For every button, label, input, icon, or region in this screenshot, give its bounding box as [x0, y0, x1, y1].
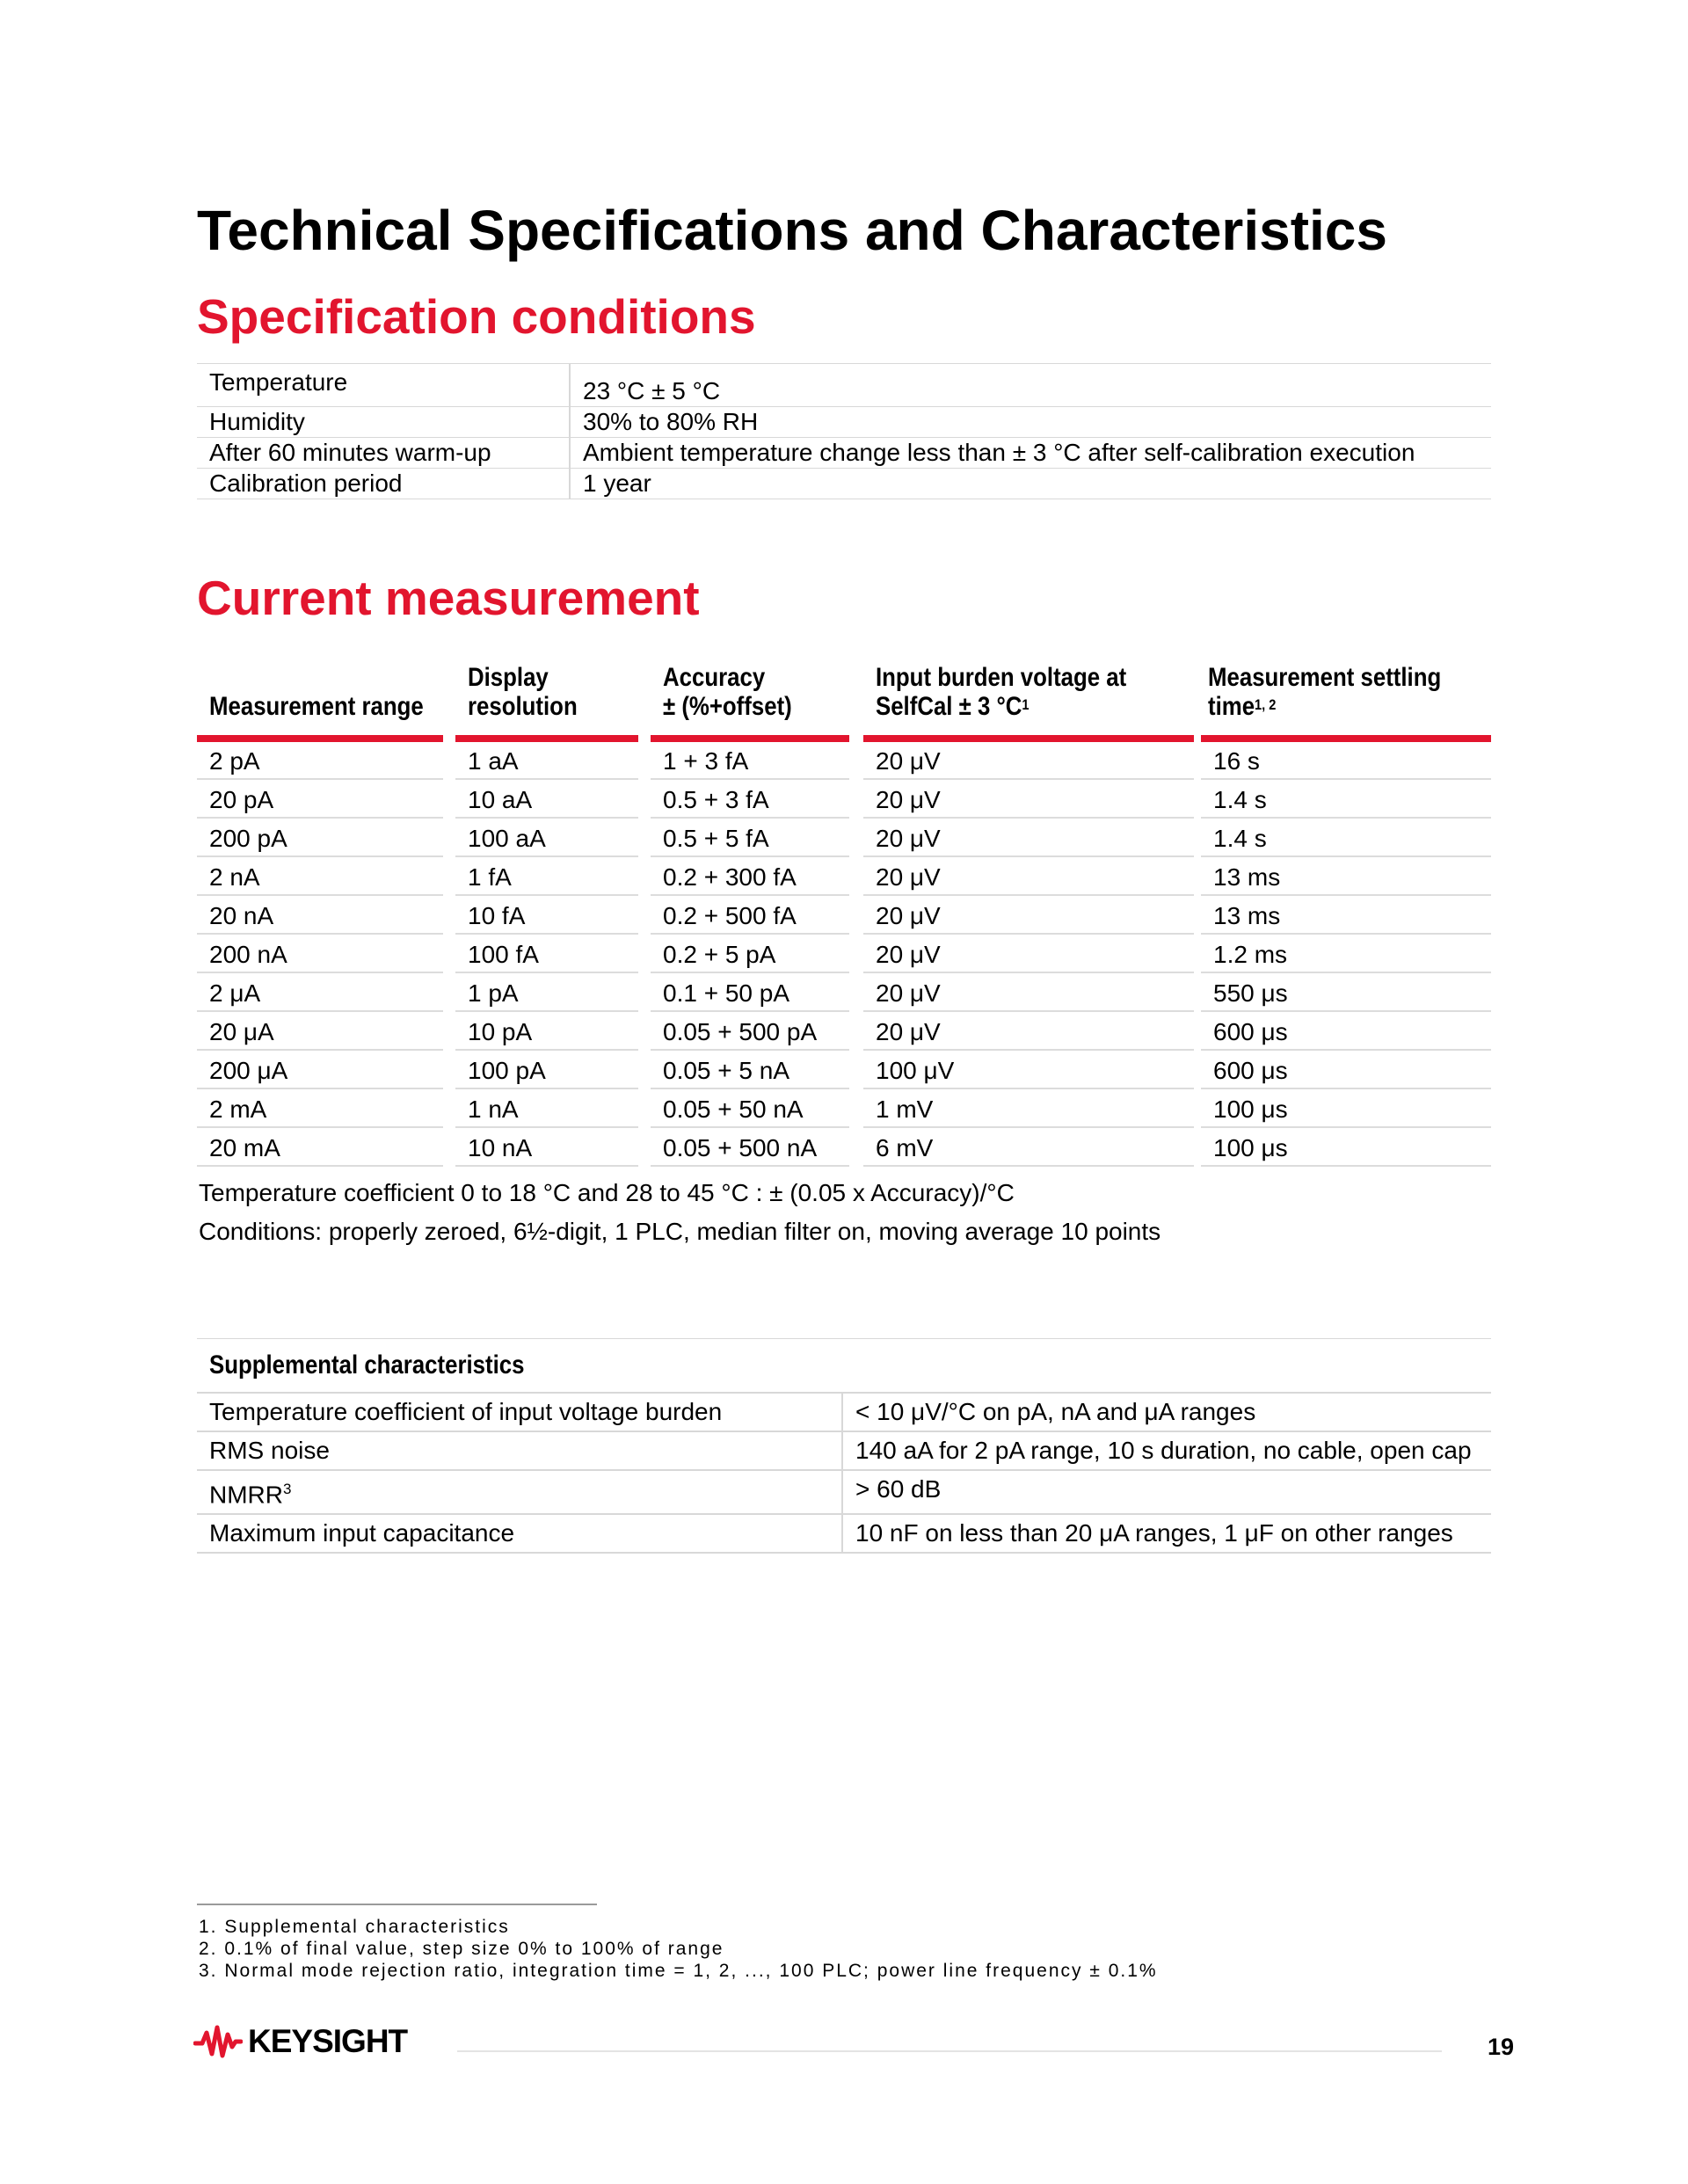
- settling-time-cell: 550 μs: [1201, 974, 1491, 1012]
- range-cell: 200 pA: [197, 819, 443, 857]
- supplemental-table: [197, 1338, 1491, 1554]
- range-cell: 200 nA: [197, 935, 443, 973]
- header-underline: [1201, 735, 1491, 742]
- spec-label: Temperature: [197, 364, 570, 407]
- spec-conditions-table: [197, 363, 1491, 499]
- burden-voltage-cell: 20 μV: [863, 897, 1194, 935]
- table-row: [197, 469, 1491, 499]
- spec-value: 23 °C ± 5 °C: [570, 364, 1491, 407]
- supp-value: > 60 dB: [842, 1470, 1491, 1514]
- table-row: [197, 858, 1491, 897]
- range-cell: 20 nA: [197, 897, 443, 935]
- table-row: [197, 1052, 1491, 1090]
- footnotes: [199, 1916, 1158, 1982]
- burden-voltage-cell: 20 μV: [863, 858, 1194, 896]
- spec-value: 1 year: [570, 469, 1491, 499]
- burden-voltage-cell: 20 μV: [863, 781, 1194, 819]
- accuracy-cell: 0.5 + 3 fA: [651, 781, 849, 819]
- table-row: [197, 974, 1491, 1013]
- footnote: 3. Normal mode rejection ratio, integration time = 1, 2, ..., 100 PLC; power line frequency ± 0.1%: [199, 1961, 1158, 1981]
- resolution-cell: 1 aA: [455, 742, 638, 780]
- resolution-cell: 1 pA: [455, 974, 638, 1012]
- burden-voltage-cell: 6 mV: [863, 1129, 1194, 1167]
- range-cell: 200 μA: [197, 1052, 443, 1089]
- supp-label: RMS noise: [197, 1431, 842, 1470]
- settling-time-cell: 1.4 s: [1201, 819, 1491, 857]
- waveform-icon: [193, 2024, 243, 2059]
- supp-label: Temperature coefficient of input voltage burden: [197, 1393, 842, 1431]
- range-cell: 20 mA: [197, 1129, 443, 1167]
- range-cell: 2 nA: [197, 858, 443, 896]
- resolution-cell: 10 pA: [455, 1013, 638, 1051]
- burden-voltage-cell: 100 μV: [863, 1052, 1194, 1089]
- conditions-note: Conditions: properly zeroed, 6½-digit, 1 PLC, median filter on, moving average 10 points: [199, 1218, 1161, 1245]
- temperature-coefficient-note: Temperature coefficient 0 to 18 °C and 28 to 45 °C : ± (0.05 x Accuracy)/°C: [199, 1179, 1015, 1206]
- supp-label: Maximum input capacitance: [197, 1514, 842, 1553]
- settling-time-cell: 1.4 s: [1201, 781, 1491, 819]
- footer-divider: [457, 2050, 1442, 2052]
- page-title: Technical Specifications and Characteristics: [197, 199, 1387, 262]
- table-row: [197, 935, 1491, 974]
- table-row: [197, 781, 1491, 819]
- settling-time-cell: 600 μs: [1201, 1013, 1491, 1051]
- burden-voltage-cell: 20 μV: [863, 935, 1194, 973]
- accuracy-cell: 0.05 + 50 nA: [651, 1090, 849, 1128]
- burden-voltage-cell: 20 μV: [863, 1013, 1194, 1051]
- header-underline: [197, 735, 443, 742]
- settling-time-cell: 16 s: [1201, 742, 1491, 780]
- spec-value: Ambient temperature change less than ± 3 °C after self-calibration execution: [570, 438, 1491, 469]
- range-cell: 20 μA: [197, 1013, 443, 1051]
- accuracy-cell: 0.2 + 300 fA: [651, 858, 849, 896]
- resolution-cell: 10 aA: [455, 781, 638, 819]
- table-row: [197, 742, 1491, 781]
- burden-voltage-cell: 20 μV: [863, 819, 1194, 857]
- resolution-cell: 10 nA: [455, 1129, 638, 1167]
- burden-voltage-cell: 20 μV: [863, 742, 1194, 780]
- settling-time-cell: 13 ms: [1201, 858, 1491, 896]
- supp-value: < 10 μV/°C on pA, nA and μA ranges: [842, 1393, 1491, 1431]
- table-row: [197, 1129, 1491, 1168]
- spec-label: After 60 minutes warm-up: [197, 438, 570, 469]
- resolution-cell: 100 aA: [455, 819, 638, 857]
- table-row: [197, 1013, 1491, 1052]
- brand-name: KEYSIGHT: [248, 2023, 408, 2059]
- table-row: [197, 407, 1491, 438]
- supp-label: NMRR$^3$: [197, 1470, 842, 1514]
- table-row: [197, 1090, 1491, 1129]
- footnote-divider: [197, 1904, 597, 1905]
- column-header-range: Measurement range: [209, 692, 424, 721]
- resolution-cell: 100 fA: [455, 935, 638, 973]
- resolution-cell: 1 nA: [455, 1090, 638, 1128]
- settling-time-cell: 100 μs: [1201, 1090, 1491, 1128]
- accuracy-cell: 0.1 + 50 pA: [651, 974, 849, 1012]
- resolution-cell: 10 fA: [455, 897, 638, 935]
- supp-value: 10 nF on less than 20 μA ranges, 1 μF on other ranges: [842, 1514, 1491, 1553]
- range-cell: 20 pA: [197, 781, 443, 819]
- range-cell: 2 mA: [197, 1090, 443, 1128]
- accuracy-cell: 0.2 + 500 fA: [651, 897, 849, 935]
- column-header-accuracy: Accuracy ± (%+offset): [663, 663, 792, 721]
- table-body: [197, 742, 1491, 1168]
- table-row: [197, 819, 1491, 858]
- burden-voltage-cell: 20 μV: [863, 974, 1194, 1012]
- column-header-resolution: Display resolution: [468, 663, 578, 721]
- settling-time-cell: 600 μs: [1201, 1052, 1491, 1089]
- table-row: [197, 1393, 1491, 1431]
- accuracy-cell: 0.05 + 500 pA: [651, 1013, 849, 1051]
- table-row: [197, 1431, 1491, 1470]
- accuracy-cell: 1 + 3 fA: [651, 742, 849, 780]
- column-header-burden-voltage: Input burden voltage at SelfCal ± 3 $^\circ C^1$: [876, 663, 1127, 721]
- accuracy-cell: 0.05 + 5 nA: [651, 1052, 849, 1089]
- spec-label: Humidity: [197, 407, 570, 438]
- table-row: [197, 1470, 1491, 1514]
- table-row: [197, 438, 1491, 469]
- header-underline: [455, 735, 638, 742]
- resolution-cell: 1 fA: [455, 858, 638, 896]
- keysight-logo: [193, 2022, 407, 2061]
- page-number: 19: [1488, 2034, 1515, 2060]
- spec-conditions-heading: Specification conditions: [197, 289, 756, 344]
- footnote: 1. Supplemental characteristics: [199, 1917, 510, 1937]
- header-underline: [863, 735, 1194, 742]
- burden-voltage-cell: 1 mV: [863, 1090, 1194, 1128]
- accuracy-cell: 0.2 + 5 pA: [651, 935, 849, 973]
- table-row: [197, 1514, 1491, 1553]
- range-cell: 2 μA: [197, 974, 443, 1012]
- spec-value: 30% to 80% RH: [570, 407, 1491, 438]
- accuracy-cell: 0.5 + 5 fA: [651, 819, 849, 857]
- current-measurement-heading: Current measurement: [197, 571, 700, 625]
- current-measurement-table: [197, 651, 1491, 1168]
- supplemental-heading: Supplemental characteristics: [197, 1339, 1491, 1394]
- settling-time-cell: 13 ms: [1201, 897, 1491, 935]
- supp-value: 140 aA for 2 pA range, 10 s duration, no cable, open cap: [842, 1431, 1491, 1470]
- header-underline: [651, 735, 849, 742]
- table-header: [197, 1339, 1491, 1394]
- column-header-settling-time: Measurement settling time$^{1, 2}$: [1208, 663, 1442, 721]
- table-row: [197, 364, 1491, 407]
- settling-time-cell: 1.2 ms: [1201, 935, 1491, 973]
- accuracy-cell: 0.05 + 500 nA: [651, 1129, 849, 1167]
- footnote: 2. 0.1% of final value, step size 0% to 100% of range: [199, 1939, 724, 1959]
- range-cell: 2 pA: [197, 742, 443, 780]
- resolution-cell: 100 pA: [455, 1052, 638, 1089]
- spec-label: Calibration period: [197, 469, 570, 499]
- table-header: [197, 651, 1491, 742]
- settling-time-cell: 100 μs: [1201, 1129, 1491, 1167]
- table-row: [197, 897, 1491, 935]
